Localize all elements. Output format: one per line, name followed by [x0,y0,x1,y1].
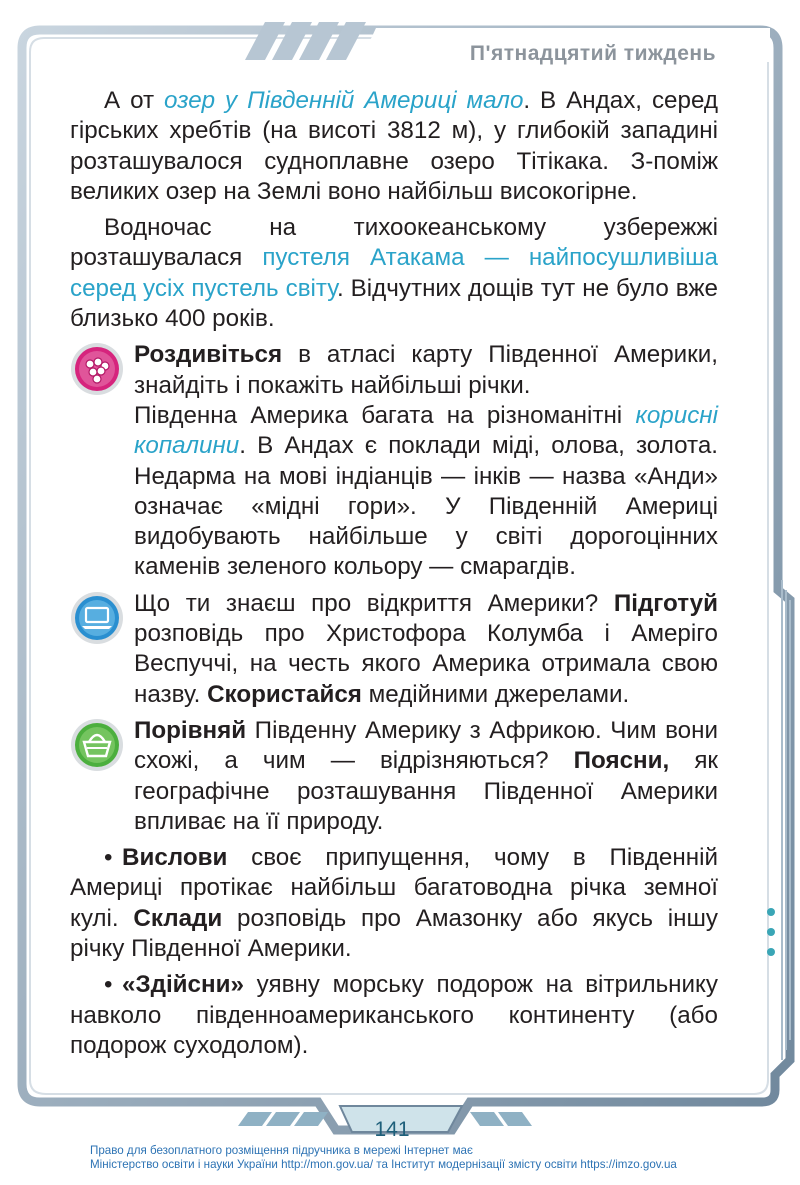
page-content [70,86,718,1067]
lakes-highlight: озер у Південній Америці мало [164,87,524,114]
task-columbus-text: Що ти знаєш про відкриття Америки? Підготуй розповідь про Христофора Колумба і Амеріго Веспуччі, на честь якого Америка отримала свою назву. Скористайся медійними джерелами. [134,589,718,708]
laptop-icon [70,591,124,645]
berries-icon [70,342,124,396]
basket-icon [70,718,124,772]
footer-line-2: Міністерство освіти і науки України http://mon.gov.ua/ та Інститут модернізації змісту освіти https://imzo.gov.ua [90,1158,677,1171]
task-compare [70,716,718,837]
bullet-voyage: • «Здійсни» уявну морську подорож на вітрильнику навколо південноамериканського континенту (або подорож суходолом). [70,971,718,1059]
intro-paragraph-1: А от озер у Південній Америці мало. В Андах, серед гірських хребтів (на висоті 3812 м), у глибокій западині розташувалося судноплавне озеро Тітікака. З-поміж великих озер на Землі воно найбільш високогірне. [70,87,718,205]
task-columbus [70,589,718,710]
bullet-amazon: • Вислови своє припущення, чому в Південній Америці протікає найбільш багатоводна річка земної кулі. Склади розповідь про Амазонку або якусь іншу річку Південної Америки. [70,844,718,963]
minerals-paragraph: Південна Америка багата на різноманітні корисні копалини. В Андах є поклади міді, олова, золота. Недарма на мові індіанців — інків — назва «Анди» означає «мідні гори». У Південній Америці видобувають найбільше у світі дорогоцінних каменів зеленого кольору — смарагдів. [134,401,718,581]
intro-paragraph-2: Водночас на тихоокеанському узбережжі розташувалася пустеля Атакама — найпосушливіша серед усіх пустель світу. Відчутних дощів тут не було вже близько 400 років. [70,214,718,333]
atacama-highlight: пустеля Атакама — найпосушливіша серед усіх пустель світу [70,244,718,302]
footer-line-1: Право для безоплатного розміщення підручника в мережі Інтернет має [90,1144,473,1157]
task-compare-text: Порівняй Південну Америку з Африкою. Чим вони схожі, а чим — відрізняються? Поясни, як географічне розташування Південної Америки впливає на її природу. [134,716,718,835]
task-atlas-text: Роздивіться в атласі карту Південної Америки, знайдіть і покажіть найбільші річки. [134,341,718,399]
task-atlas [70,340,718,582]
minerals-highlight: корисні копалини [134,401,718,460]
chapter-title: П'ятнадцятий тиждень [469,42,716,65]
page-number: 141 [374,1118,410,1141]
license-footer [90,1144,730,1172]
